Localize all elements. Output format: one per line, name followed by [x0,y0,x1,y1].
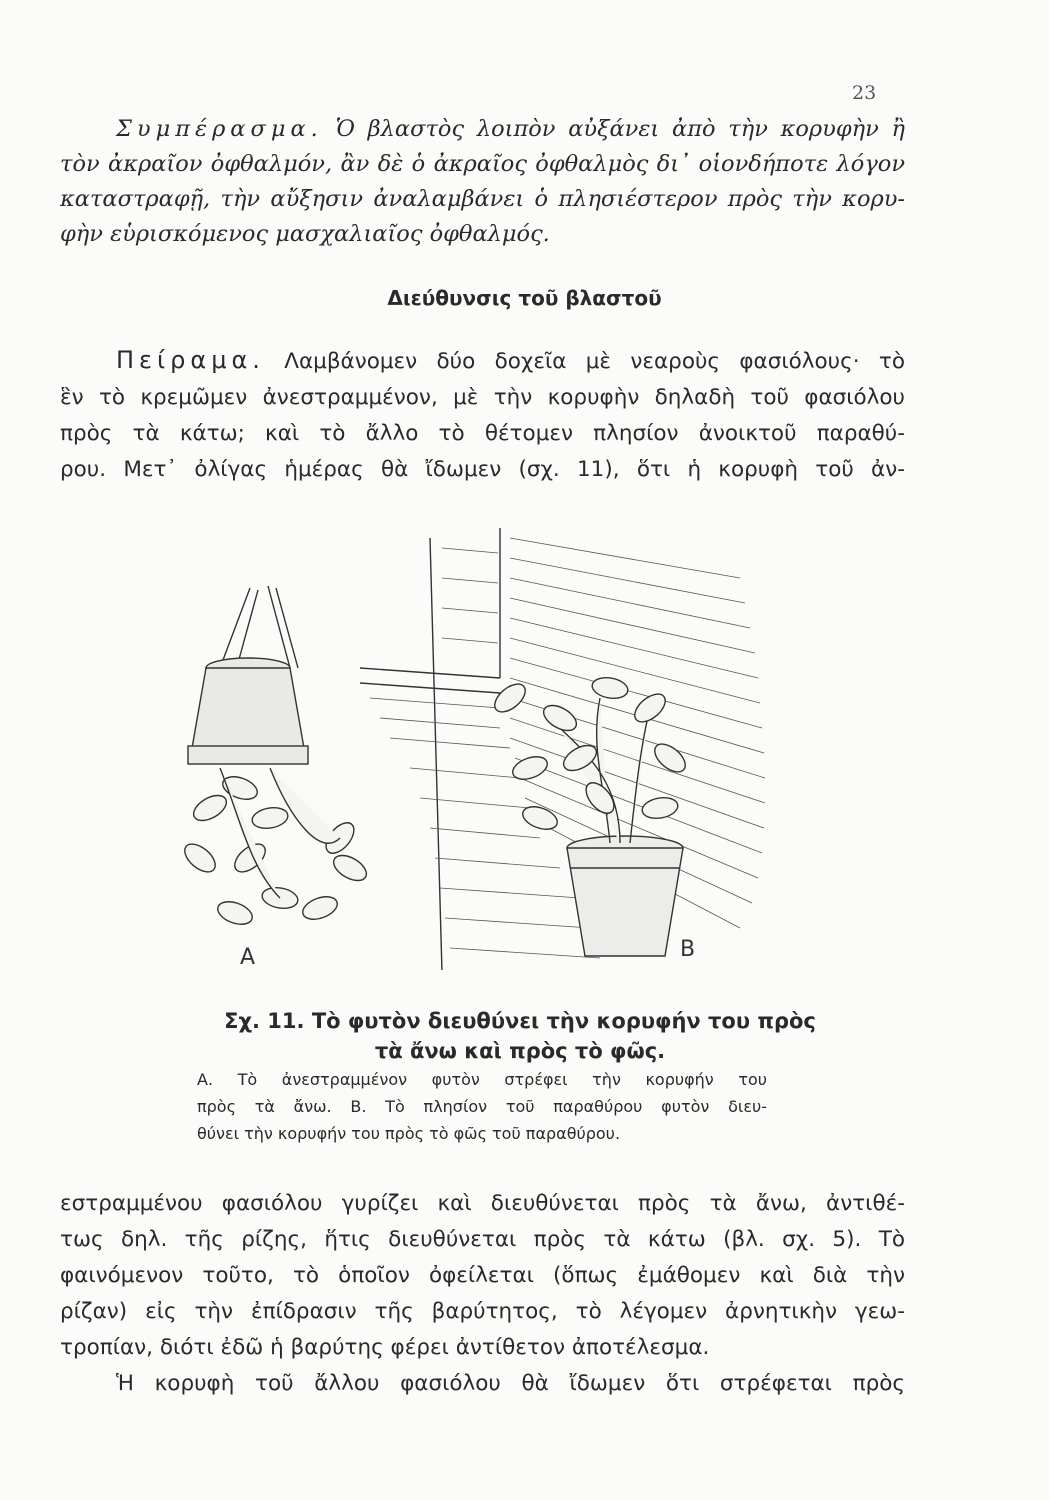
continuation-line-4: ρίζαν) εἰς τὴν ἐπίδρασιν τῆς βαρύτητος, τὸ λέγομεν ἀρνητικὴν γεω- [60,1299,905,1324]
conclusion-line-3: καταστραφῇ, τὴν αὔξησιν ἀναλαμβάνει ὁ πλησιέστερον πρὸς τὴν κορυ- [60,186,905,212]
conclusion-paragraph [60,112,905,252]
caption-line-3: θύνει τὴν κορυφήν του πρὸς τὸ φῶς τοῦ παραθύρου. [197,1124,621,1143]
figure-caption-title [150,1006,890,1066]
caption-line-2: πρὸς τὰ ἄνω. Β. Τὸ πλησίον τοῦ παραθύρου φυτὸν διευ- [197,1097,767,1116]
experiment-line-2: ἓν τὸ κρεμῶμεν ἀνεστραμμένον, μὲ τὴν κορυφὴν δηλαδὴ τοῦ φασιόλου [60,385,905,410]
conclusion-line-1: Συμπέρασμα. Ὁ βλαστὸς λοιπὸν αὐξάνει ἀπὸ τὴν κορυφὴν ἢ [116,116,905,142]
experiment-line-1: Πείραμα. Λαμβάνομεν δύο δοχεῖα μὲ νεαροὺς φασιόλους· τὸ [116,346,905,374]
figure-illustration [180,518,780,970]
continuation-line-1: εστραμμένου φασιόλου γυρίζει καὶ διευθύνεται πρὸς τὰ ἄνω, ἀντιθέ- [60,1191,905,1216]
window-wall-hatching [360,528,500,970]
hanging-ropes [220,586,298,668]
continuation-line-6: Ἡ κορυφὴ τοῦ ἄλλου φασιόλου θὰ ἴδωμεν ὅτι στρέφεται πρὸς [116,1371,905,1396]
continuation-paragraph [60,1186,905,1402]
continuation-line-5: τροπίαν, διότι ἐδῶ ἡ βαρύτης φέρει ἀντίθετον ἀποτέλεσμα. [60,1335,710,1360]
page-number: 23 [852,82,877,104]
figure-caption-body [197,1066,767,1147]
figure-label-a: A [240,945,256,970]
experiment-paragraph [60,342,905,488]
conclusion-line-4: φὴν εὑρισκόμενος μασχαλιαῖος ὀφθαλμός. [60,221,550,247]
section-heading: Διεύθυνσις τοῦ βλαστοῦ [387,286,662,310]
plant-b-leaves [490,675,690,843]
conclusion-label: Συμπέρασμα. [116,116,323,142]
conclusion-line-2: τὸν ἀκραῖον ὀφθαλμόν, ἂν δὲ ὁ ἀκραῖος ὀφθαλμὸς δι᾽ οἱονδήποτε λόγον [60,151,905,177]
caption-title-line-1: Σχ. 11. Τὸ φυτὸν διευθύνει τὴν κορυφήν του πρὸς [224,1009,816,1033]
standing-pot-b [567,836,683,956]
continuation-line-2: τως δηλ. τῆς ρίζης, ἥτις διευθύνεται πρὸς τὰ κάτω (βλ. σχ. 5). Τὸ [60,1227,905,1252]
continuation-line-3: φαινόμενον τοῦτο, τὸ ὁποῖον ὀφείλεται (ὅπως ἐμάθομεν καὶ διὰ τὴν [60,1263,905,1288]
experiment-line-3: πρὸς τὰ κάτω; καὶ τὸ ἄλλο τὸ θέτομεν πλησίον ἀνοικτοῦ παραθύ- [60,421,905,446]
caption-line-1: Α. Τὸ ἀνεστραμμένον φυτὸν στρέφει τὴν κορυφήν του [197,1070,767,1089]
hanging-pot-a [188,658,308,764]
experiment-line-4: ρου. Μετ᾽ ὀλίγας ἡμέρας θὰ ἴδωμεν (σχ. 11), ὅτι ἡ κορυφὴ τοῦ ἀν- [60,457,905,482]
experiment-label: Πείραμα. [116,346,265,374]
plant-a-leaves [180,768,371,929]
caption-title-line-2: τὰ ἄνω καὶ πρὸς τὸ φῶς. [374,1039,666,1063]
figure-label-b: B [680,937,696,962]
